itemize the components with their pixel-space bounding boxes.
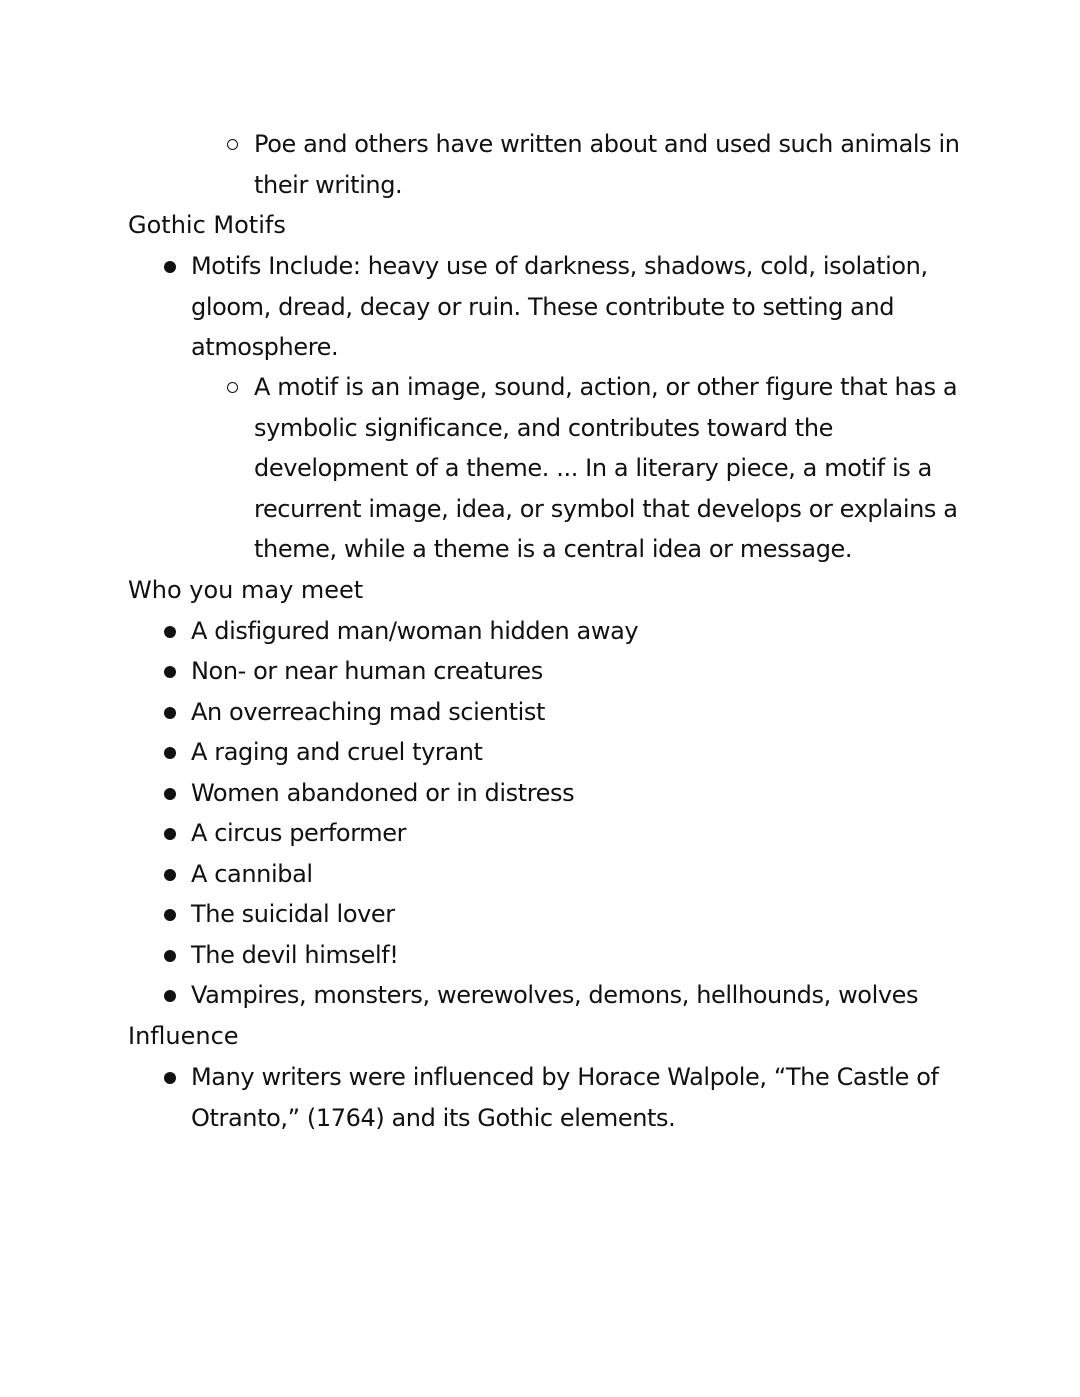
list-item: Women abandoned or in distress <box>191 779 575 807</box>
list-item: A disfigured man/woman hidden away <box>191 617 639 645</box>
list-item: An overreaching mad scientist <box>191 698 546 726</box>
section-heading-gothic-motifs: Gothic Motifs <box>128 211 286 239</box>
list-item: The devil himself! <box>191 941 399 969</box>
list-item: A circus performer <box>191 819 407 847</box>
sub-list-item: Poe and others have written about and used such animals in their writing. <box>254 130 960 199</box>
list-item: A cannibal <box>191 860 313 888</box>
list-item: Many writers were influenced by Horace Walpole, “The Castle of Otranto,” (1764) and its Gothic elements. <box>191 1063 939 1132</box>
list-item: A raging and cruel tyrant <box>191 738 483 766</box>
sub-list-item: A motif is an image, sound, action, or other figure that has a symbolic significance, and contributes toward the development of a theme. ... In a literary piece, a motif is a recurrent image, idea, or symbol that develops or explains a theme, while a theme is a central idea or message. <box>254 373 958 563</box>
list-item: Vampires, monsters, werewolves, demons, hellhounds, wolves <box>191 981 919 1009</box>
section-heading-influence: Influence <box>128 1022 239 1050</box>
section-heading-who-you-may-meet: Who you may meet <box>128 576 364 604</box>
list-item: Non- or near human creatures <box>191 657 543 685</box>
list-item: Motifs Include: heavy use of darkness, shadows, cold, isolation, gloom, dread, decay or ruin. These contribute to setting and atmosphere. <box>191 252 928 361</box>
list-item: The suicidal lover <box>191 900 395 928</box>
